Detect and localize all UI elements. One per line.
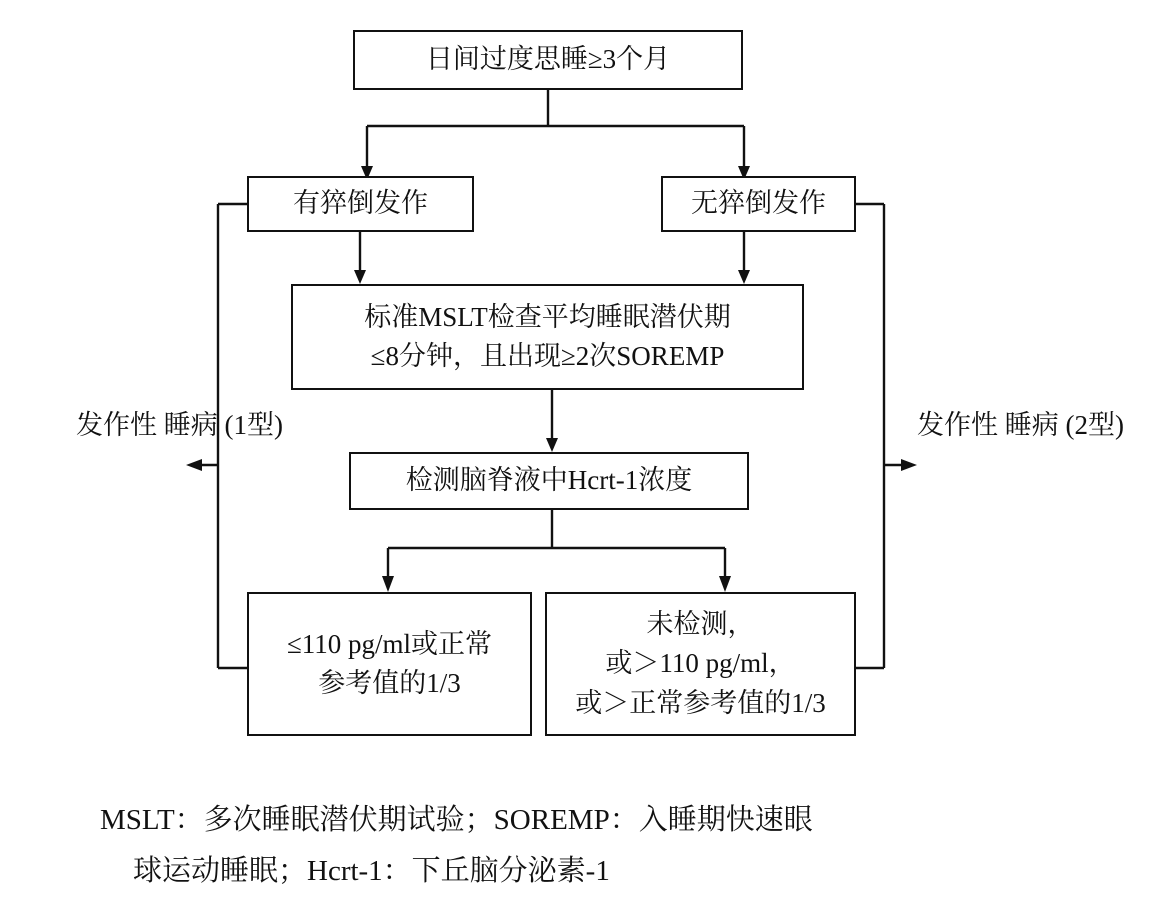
outcome-text-line1: 发作性 — [917, 410, 998, 440]
node-mslt-criteria — [291, 284, 804, 390]
node-text-line2: 或＞110 pg/ml， — [605, 648, 796, 679]
node-with-cataplexy — [247, 176, 474, 232]
outcome-text-line2: 睡病 — [163, 410, 218, 440]
outcome-text-line2: 睡病 — [1004, 410, 1059, 440]
node-text: 有猝倒发作 — [293, 188, 428, 219]
node-text-line3: 或＞正常参考值的1/3 — [575, 687, 826, 718]
node-result-high-or-untested — [545, 592, 856, 736]
legend-line-2: 球运动睡眠；Hcrt-1：下丘脑分泌素-1 — [133, 855, 610, 887]
node-text-line1: 标准MSLT检查平均睡眠潜伏期 — [364, 301, 731, 332]
node-text-line1: 未检测， — [646, 609, 755, 640]
node-result-low-hcrt1 — [247, 592, 532, 736]
outcome-narcolepsy-type2 — [917, 406, 1124, 445]
node-text: 检测脑脊液中Hcrt-1浓度 — [405, 465, 693, 496]
legend-line-1: MSLT：多次睡眠潜伏期试验；SOREMP：入睡期快速眼 — [100, 804, 813, 836]
node-text-line2: ≤8分钟，且出现≥2次SOREMP — [370, 341, 725, 371]
outcome-text-line1: 发作性 — [76, 410, 157, 440]
node-text-line1: ≤110 pg/ml或正常 — [286, 628, 493, 659]
outcome-narcolepsy-type1 — [76, 406, 283, 445]
node-text: 无猝倒发作 — [691, 188, 826, 219]
node-text: 日间过度思睡≥3个月 — [425, 44, 671, 75]
node-excessive-daytime-sleepiness — [353, 30, 743, 90]
node-without-cataplexy — [661, 176, 856, 232]
outcome-text-line3: (2型) — [1065, 410, 1124, 440]
node-text-line2: 参考值的1/3 — [318, 668, 461, 698]
outcome-text-line3: (1型) — [224, 410, 283, 440]
node-csf-hcrt1-test — [349, 452, 749, 510]
